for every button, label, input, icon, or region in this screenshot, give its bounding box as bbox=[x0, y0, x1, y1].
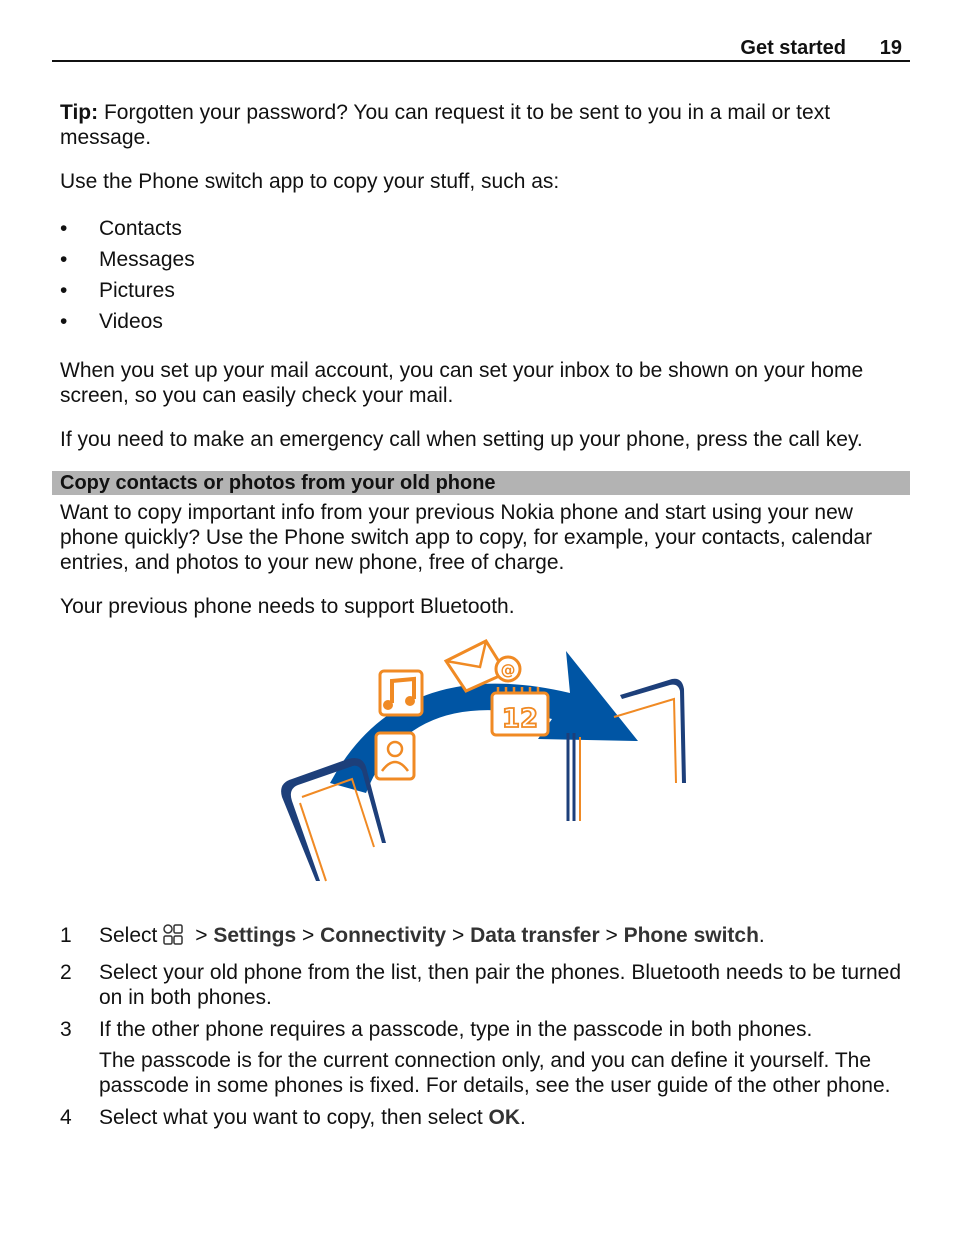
path-separator: > bbox=[446, 924, 471, 947]
step-item-3 bbox=[60, 1017, 910, 1098]
phone-switch-illustration bbox=[60, 633, 910, 903]
calendar-day: 12 bbox=[501, 704, 539, 734]
mail-icon bbox=[446, 641, 520, 691]
bullet-dot: • bbox=[60, 217, 68, 240]
tip-text: Forgotten your password? You can request it to be sent to you in a mail or text message. bbox=[60, 101, 831, 149]
menu-phone-switch[interactable]: Phone switch bbox=[623, 924, 759, 947]
path-separator: > bbox=[189, 924, 214, 947]
page-header bbox=[52, 36, 910, 62]
list-item bbox=[60, 306, 910, 337]
list-item bbox=[60, 244, 910, 275]
tip-label: Tip: bbox=[60, 101, 99, 124]
list-item bbox=[60, 275, 910, 306]
section-paragraph-1: Want to copy important info from your previous Nokia phone and start using your new phone quickly? Use the Phone switch app to copy, for example, your contacts, calendar entries, and photos to your new phone, free of charge. bbox=[60, 501, 873, 574]
step-number: 1 bbox=[60, 924, 72, 947]
section-paragraph-2: Your previous phone needs to support Bluetooth. bbox=[60, 595, 515, 618]
music-note-icon bbox=[380, 671, 422, 715]
step-3-text: If the other phone requires a passcode, type in the passcode in both phones. bbox=[99, 1018, 813, 1041]
list-item-label: Pictures bbox=[99, 279, 175, 302]
list-item-label: Videos bbox=[99, 310, 163, 333]
step-item-1 bbox=[60, 923, 910, 953]
path-separator: > bbox=[599, 924, 624, 947]
calendar-icon bbox=[492, 687, 548, 735]
ok-option[interactable]: OK bbox=[488, 1106, 520, 1129]
tip-paragraph bbox=[60, 100, 910, 150]
mail-at-symbol: @ bbox=[500, 661, 516, 679]
list-item-label: Messages bbox=[99, 248, 195, 271]
step-4-end: . bbox=[520, 1106, 526, 1129]
steps-list bbox=[60, 923, 910, 1130]
step-3-note: The passcode is for the current connection only, and you can define it yourself. The passcode in some phones is fixed. For details, see the user guide of the other phone. bbox=[99, 1049, 891, 1097]
emergency-paragraph: If you need to make an emergency call when setting up your phone, press the call key. bbox=[60, 428, 863, 451]
path-separator: > bbox=[296, 924, 321, 947]
bullet-dot: • bbox=[60, 279, 68, 302]
step-2-text: Select your old phone from the list, then pair the phones. Bluetooth needs to be turned on in both phones. bbox=[99, 961, 902, 1009]
section-heading: Copy contacts or photos from your old phone bbox=[52, 471, 910, 495]
list-item-label: Contacts bbox=[99, 217, 182, 240]
contact-card-icon bbox=[376, 733, 414, 779]
bullet-dot: • bbox=[60, 248, 68, 271]
page-number: 19 bbox=[879, 37, 902, 59]
menu-connectivity[interactable]: Connectivity bbox=[320, 924, 447, 947]
menu-settings[interactable]: Settings bbox=[213, 924, 297, 947]
bullet-dot: • bbox=[60, 310, 68, 333]
header-section-title: Get started bbox=[740, 37, 846, 59]
illustration-svg bbox=[270, 633, 750, 903]
menu-data-transfer[interactable]: Data transfer bbox=[470, 924, 600, 947]
list-item bbox=[60, 213, 910, 244]
bullet-list bbox=[60, 213, 910, 337]
menu-apps-icon bbox=[161, 923, 185, 953]
step-4-text: Select what you want to copy, then select bbox=[99, 1106, 489, 1129]
intro-paragraph: Use the Phone switch app to copy your stuff, such as: bbox=[60, 170, 560, 193]
page-content bbox=[60, 100, 910, 1137]
step-item-4 bbox=[60, 1105, 910, 1130]
step-number: 2 bbox=[60, 961, 72, 984]
step-1-end: . bbox=[758, 924, 765, 947]
step-item-2 bbox=[60, 960, 910, 1010]
step-number: 4 bbox=[60, 1106, 72, 1129]
step-number: 3 bbox=[60, 1018, 72, 1041]
mail-paragraph: When you set up your mail account, you can set your inbox to be shown on your home screen, so you can easily check your mail. bbox=[60, 359, 864, 407]
step-1-select: Select bbox=[99, 924, 158, 947]
